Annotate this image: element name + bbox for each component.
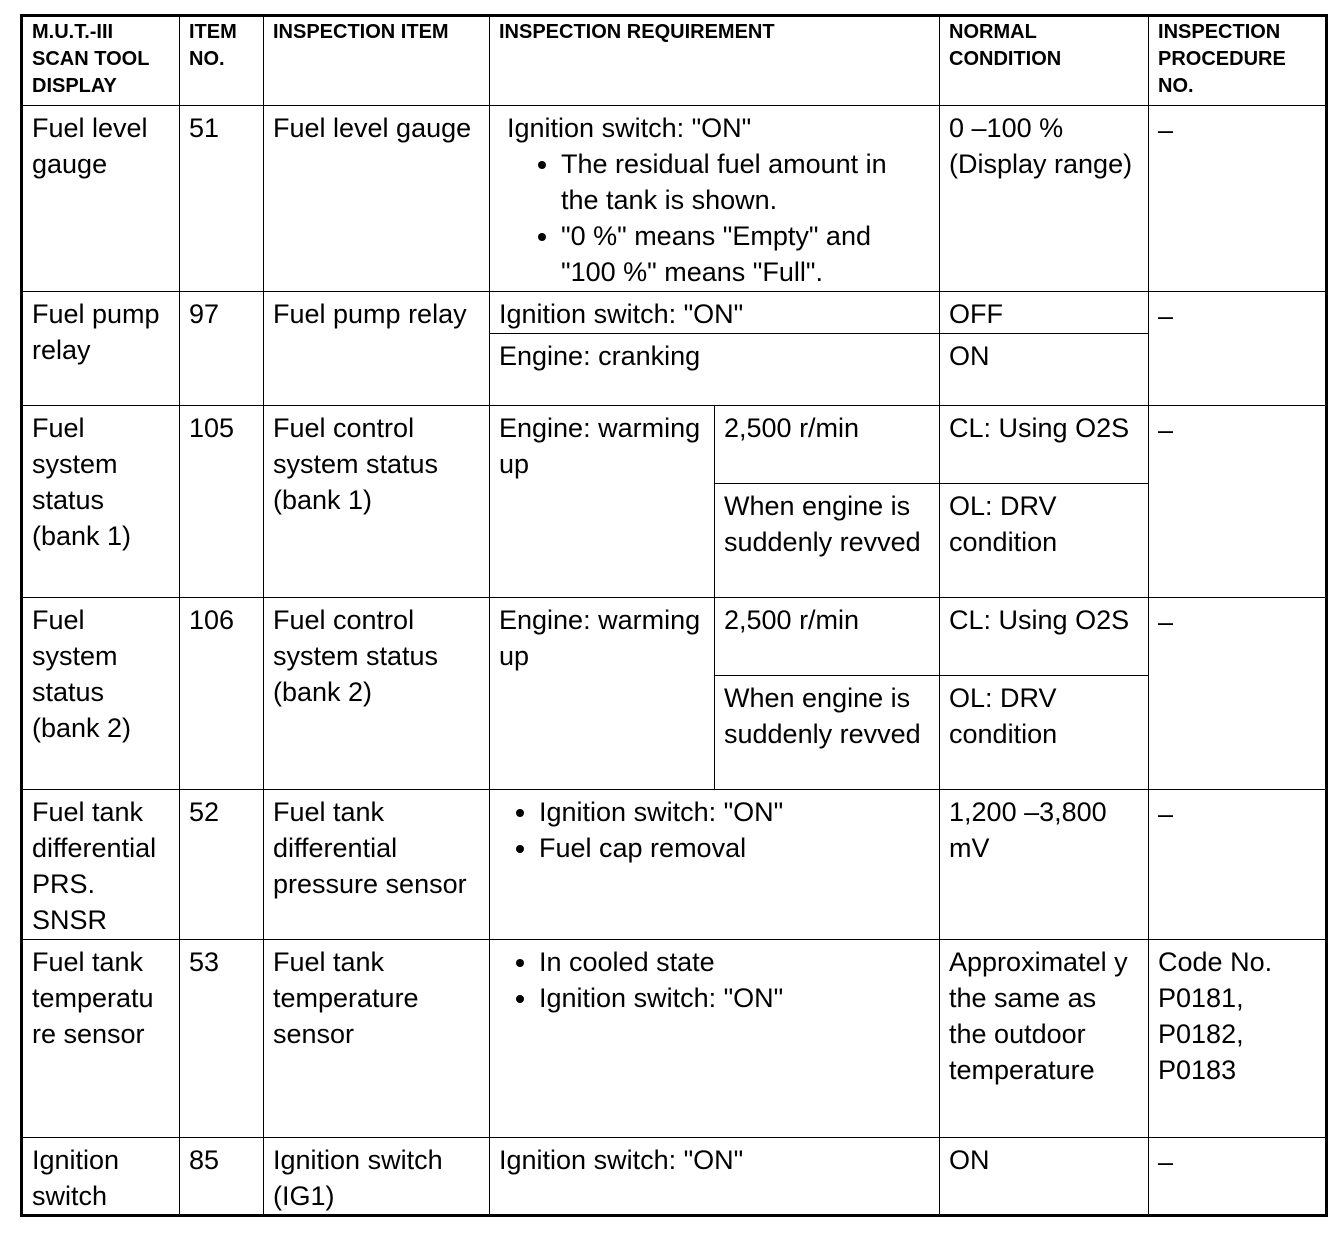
cell-requirement bbox=[490, 940, 940, 1138]
cell-inspection-item: Fuel pump relay bbox=[264, 292, 490, 406]
cell-requirement: Engine: warming up bbox=[490, 598, 715, 790]
cell-display: Fuel tank temperatu re sensor bbox=[22, 940, 180, 1138]
header-row bbox=[22, 16, 1327, 106]
cell-item-no: 97 bbox=[180, 292, 264, 406]
inspection-table bbox=[20, 14, 1328, 1217]
cell-display: Ignition switch bbox=[22, 1138, 180, 1216]
cell-display: Fuel system status (bank 2) bbox=[22, 598, 180, 790]
cell-condition: 2,500 r/min bbox=[715, 406, 940, 484]
cell-normal-condition: ON bbox=[940, 1138, 1149, 1216]
cell-inspection-item: Fuel tank differential pressure sensor bbox=[264, 790, 490, 940]
requirement-bullets bbox=[499, 146, 931, 290]
cell-normal-condition: OFF bbox=[940, 292, 1149, 334]
header-item-no: ITEM NO. bbox=[180, 16, 264, 106]
cell-item-no: 51 bbox=[180, 106, 264, 292]
requirement-title: Ignition switch: "ON" bbox=[507, 113, 752, 143]
list-item: • The residual fuel amount in the tank is shown. bbox=[561, 146, 931, 218]
cell-item-no: 106 bbox=[180, 598, 264, 790]
header-inspection-item: INSPECTION ITEM bbox=[264, 16, 490, 106]
list-item: • In cooled state bbox=[539, 944, 931, 980]
cell-inspection-item: Fuel level gauge bbox=[264, 106, 490, 292]
cell-display: Fuel tank differential PRS. SNSR bbox=[22, 790, 180, 940]
cell-procedure: – bbox=[1149, 790, 1327, 940]
table-row bbox=[22, 406, 1327, 484]
header-normal-condition: NORMAL CONDITION bbox=[940, 16, 1149, 106]
cell-procedure: Code No. P0181, P0182, P0183 bbox=[1149, 940, 1327, 1138]
cell-normal-condition: 1,200 –3,800 mV bbox=[940, 790, 1149, 940]
cell-item-no: 105 bbox=[180, 406, 264, 598]
cell-display: Fuel level gauge bbox=[22, 106, 180, 292]
cell-normal-condition: CL: Using O2S bbox=[940, 598, 1149, 676]
cell-item-no: 52 bbox=[180, 790, 264, 940]
requirement-bullets bbox=[499, 944, 931, 1016]
table-row bbox=[22, 1138, 1327, 1216]
cell-inspection-item: Fuel control system status (bank 1) bbox=[264, 406, 490, 598]
cell-inspection-item: Ignition switch (IG1) bbox=[264, 1138, 490, 1216]
header-display: M.U.T.-III SCAN TOOL DISPLAY bbox=[22, 16, 180, 106]
cell-normal-condition: 0 –100 % (Display range) bbox=[940, 106, 1149, 292]
inspection-table-sheet bbox=[20, 14, 1325, 1216]
cell-normal-condition: Approximatel y the same as the outdoor temperature bbox=[940, 940, 1149, 1138]
cell-procedure: – bbox=[1149, 292, 1327, 406]
header-requirement: INSPECTION REQUIREMENT bbox=[490, 16, 940, 106]
cell-requirement bbox=[490, 106, 940, 292]
header-procedure: INSPECTION PROCEDURE NO. bbox=[1149, 16, 1327, 106]
table-row bbox=[22, 790, 1327, 940]
list-item: • Ignition switch: "ON" bbox=[539, 980, 931, 1016]
cell-condition: When engine is suddenly revved bbox=[715, 484, 940, 598]
cell-item-no: 85 bbox=[180, 1138, 264, 1216]
cell-item-no: 53 bbox=[180, 940, 264, 1138]
cell-inspection-item: Fuel control system status (bank 2) bbox=[264, 598, 490, 790]
cell-normal-condition: ON bbox=[940, 334, 1149, 406]
cell-requirement: Engine: warming up bbox=[490, 406, 715, 598]
cell-procedure: – bbox=[1149, 1138, 1327, 1216]
cell-display: Fuel system status (bank 1) bbox=[22, 406, 180, 598]
cell-requirement: Ignition switch: "ON" bbox=[490, 1138, 940, 1216]
table-row bbox=[22, 106, 1327, 292]
cell-condition: When engine is suddenly revved bbox=[715, 676, 940, 790]
cell-procedure: – bbox=[1149, 598, 1327, 790]
cell-condition: 2,500 r/min bbox=[715, 598, 940, 676]
table-row bbox=[22, 940, 1327, 1138]
requirement-bullets bbox=[499, 794, 931, 866]
cell-inspection-item: Fuel tank temperature sensor bbox=[264, 940, 490, 1138]
cell-display: Fuel pump relay bbox=[22, 292, 180, 406]
cell-requirement: Engine: cranking bbox=[490, 334, 940, 406]
table-row bbox=[22, 598, 1327, 676]
list-item: • Ignition switch: "ON" bbox=[539, 794, 931, 830]
cell-procedure: – bbox=[1149, 406, 1327, 598]
cell-normal-condition: CL: Using O2S bbox=[940, 406, 1149, 484]
list-item: • "0 %" means "Empty" and "100 %" means "Full". bbox=[561, 218, 931, 290]
cell-procedure: – bbox=[1149, 106, 1327, 292]
cell-requirement bbox=[490, 790, 940, 940]
cell-normal-condition: OL: DRV condition bbox=[940, 676, 1149, 790]
table-row bbox=[22, 292, 1327, 334]
cell-requirement: Ignition switch: "ON" bbox=[490, 292, 940, 334]
cell-normal-condition: OL: DRV condition bbox=[940, 484, 1149, 598]
list-item: • Fuel cap removal bbox=[539, 830, 931, 866]
